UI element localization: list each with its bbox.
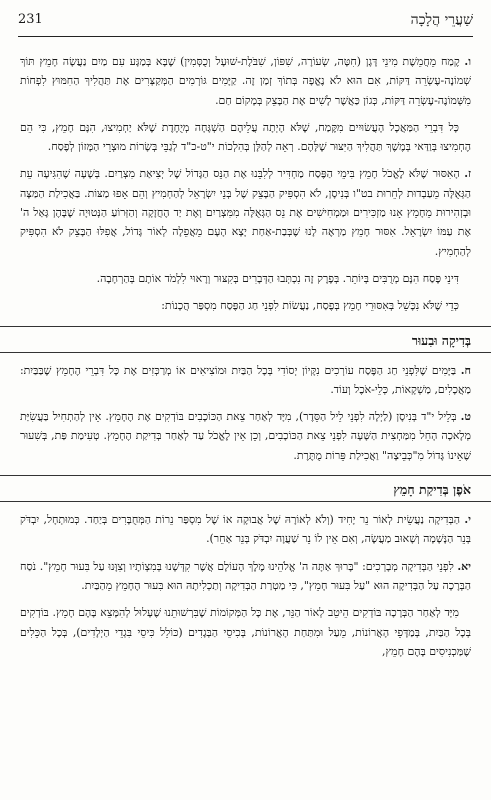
section-title: בְּדִיקָה וּבִעוּר	[411, 332, 471, 348]
section-header-search-method	[0, 475, 491, 502]
paragraph-11-continued	[20, 603, 471, 661]
page-number: 231	[18, 12, 43, 27]
paragraph-text: הַבְּדִיקָה נַעֲשֵׂית לְאוֹר נֵר יָחִיד (וְלֹא לְאוֹרָהּ שֶׁל אֲבוּקָה אוֹ שֶׁל מִסְפַּר נֵרוֹת הַמְּחֻבָּרִים בְּיַחַד. כְּמוּתְחָל, יִבְדֹּק בְּנֵר הַנָּשָׁמָה וְשָׁאוּב מַעֲשֶׂה, וְאִם אֵין לוֹ נֵר שַׁעֲוָה יִבְדֹּק בְּנֵר אַחֵר).	[20, 513, 471, 546]
section-title: אֹפֶן בְּדִיקַת חָמֵץ	[393, 482, 471, 498]
paragraph-text: דִּינֵי פֶּסַח הִנָּם מְרֻבִּים בְּיוֹתֵר. בְּפֶרֶק זֶה נִכְתְּבוּ הַדְּבָרִים בְּקִצּוּר וְרָאוּי לִלְמֹד אוֹתָם בְּהַרְחָבָה.	[96, 271, 459, 285]
page-content	[20, 52, 471, 669]
paragraph-8	[20, 361, 471, 400]
paragraph-7-continued	[20, 269, 471, 288]
paragraph-11	[20, 557, 471, 596]
paragraph-text: בַּיָּמִים שֶׁלִּפְנֵי חַג הַפֶּסַח עוֹרְכִים נִקָּיוֹן יְסוֹדִי בְּכָל הַבַּיִת וּמוֹצִיאִים אוֹ מְרַכְּזִים אֶת כָּל דִּבְרֵי הֶחָמֵץ שֶׁבַּבַּיִת: מַאֲכָלִים, מַשְׁקָאוֹת, כְּלֵי-אֹכֶל וְעוֹד.	[20, 363, 471, 396]
paragraph-text: לִפְנֵי הַבְּדִיקָה מְבָרְכִים: "בָּרוּךְ אַתָּה ה' אֱלֹהֵינוּ מֶלֶךְ הָעוֹלָם אֲשֶׁר קִדְּשָׁנוּ בְּמִצְוֹתָיו וְצִוָּנוּ עַל בִּעוּר חָמֵץ". נֹסַח הַבְּרָכָה עַל הַבְּדִיקָה הוּא "עַל בִּעוּר חָמֵץ", כִּי מַטְרַת הַבְּדִיקָה וְתַכְלִיתָהּ הוּא בִּעוּר הֶחָמֵץ מֵהַבַּיִת.	[20, 559, 471, 592]
section-header-search-and-removal	[0, 326, 491, 353]
paragraph-10	[20, 510, 471, 549]
paragraph-9	[20, 407, 471, 465]
paragraph-marker: ט.	[460, 410, 471, 424]
paragraph-6	[20, 52, 471, 110]
paragraph-text: בְּלֵיל י"ד בְּנִיסָן (לַיְלָה לִפְנֵי לֵיל הַסֵּדֶר), מִיָּד לְאַחַר צֵאת הַכּוֹכָבִים בּוֹדְקִים אֶת הֶחָמֵץ. אֵין לְהַתְחִיל בַּעֲשִׂיַּת מְלָאכָה הָחֵל מִמַּחְצִית הַשָּׁעָה לִפְנֵי צֵאת הַכּוֹכָבִים, וְכֵן אֵין לֶאֱכֹל עַד לְאַחַר בְּדִיקַת הֶחָמֵץ. טְעִימַת פַּת, בְּשִׁעוּר שֶׁאֵינוֹ גָּדוֹל מִ"כְּבֵיצָה" וַאֲכִילַת פֵּרוֹת מֻתֶּרֶת.	[20, 410, 471, 462]
paragraph-text: מִיָּד לְאַחַר הַבְּרָכָה בּוֹדְקִים הֵיטֵב לְאוֹר הַנֵּר, אֶת כָּל הַמְּקוֹמוֹת שֶׁבִּרְשׁוּתֵנוּ שֶׁעָלוּל לְהִמָּצֵא בָּהֶם חָמֵץ. בּוֹדְקִים בְּכָל הַבַּיִת, בְּמַדָּפֵי הָאֲרוֹנוֹת, מֵעַל וּמִתַּחַת הָאֲרוֹנוֹת, בְּכִיסֵי הַבְּגָדִים (כּוֹלֵל כִּיסֵי בִּגְדֵי הַיְלָדִים), בְּכָל הַכֵּלִים שֶׁמַּכְנִיסִים בָּהֶם חָמֵץ,	[20, 606, 471, 658]
paragraph-text: כָּל דִּבְרֵי הַמַּאֲכָל הָעֲשׂוּיִים מִקֶּמַח, שֶׁלֹּא הָיְתָה עֲלֵיהֶם הַשְׁגָּחָה מְיֻחֶדֶת שֶׁלֹּא יַחְמִיצוּ, הִנָּם חָמֵץ, כִּי הֵם הֶחְמִיצוּ בְּוַדַּאי בְּמֶשֶׁךְ תַּהֲלִיךְ הַיִּצּוּר שֶׁלָּהֶם. רְאֵה לְהַלָּן בְּהִלְכוֹת י"ט-כ"ד לְגַבֵּי בְּשָׂרוֹת מוּצְרֵי הַמָּזוֹן לְפֶסַח.	[20, 120, 471, 154]
running-title: שַׁעֲרֵי הֲלָכָה	[410, 12, 473, 28]
page-header	[18, 12, 473, 37]
paragraph-preparations	[20, 296, 471, 315]
paragraph-6-continued	[20, 118, 471, 157]
paragraph-text: הָאִסּוּר שֶׁלֹּא לֶאֱכֹל חָמֵץ בִּימֵי הַפֶּסַח מַחְדִּיר לְלִבֵּנוּ אֶת הַנֵּס הַגָּדוֹל שֶׁל יְצִיאַת מִצְרַיִם. בְּשָׁעָה שֶׁהִגִּיעָה עֵת הַגְּאֻלָּה מֵעַבְדוּת לְחֵרוּת בט"ו בְּנִיסָן, לֹא הִסְפִּיק הַבָּצֵק שֶׁל בְּנֵי יִשְׂרָאֵל לְהַחְמִיץ וְהֵם אָפוּ מַצּוֹת. בַּאֲכִילַת הַמַּצָּה וּבְזְהִירוּת מֵחָמֵץ אָנוּ מַזְכִּירִים וּמַמְחִישִׁים אֶת נֵס הַגְּאֻלָּה מִמִּצְרַיִם וְאֶת יַד הֶחֲזָקָה וְהַזְּרוֹעַ הַנְּטוּיָה שֶׁבָּהֶן גָּאַל ה' אֶת עַמּוֹ יִשְׂרָאֵל. אִסּוּר חָמֵץ מַרְאֶה לָנוּ שֶׁבְּבַת-אַחַת יָצָא הָעָם מֵאֲפֵלָה לְאוֹר גָּדוֹל, אֲפִלּוּ הַבָּצֵק לֹא הִסְפִּיק לְהַחְמִיץ.	[20, 167, 471, 258]
paragraph-marker: יא.	[457, 559, 471, 573]
paragraph-marker: ו.	[464, 55, 471, 68]
paragraph-text: כְּדֵי שֶׁלֹּא נִכָּשֵׁל בְּאִסּוּרֵי חָמֵץ בְּפֶסַח, נַעֲשׂוֹת לִפְנֵי חַג הַפֶּסַח מִסְפַּר הֲכָנוֹת:	[161, 299, 459, 313]
paragraph-marker: ח.	[460, 363, 471, 377]
paragraph-text: קֶמַח מֵחֲמֵשֶׁת מִינֵי דָּגָן (חִטָּה, שְׂעוֹרָה, שִׁפּוֹן, שִׁבֹּלֶת-שׁוּעָל וְכֻסְּמִין) שֶׁבָּא בְּמַגָּע עִם מַיִם נַעֲשָׂה חָמֵץ תּוֹךְ שְׁמוֹנֶה-עֶשְׂרֵה דַּקּוֹת, אִם הוּא לֹא נֶאֱפָה בְּתוֹךְ זְמַן זֶה. קַיָּמִים גּוֹרְמִים הַמְּקַצְּרִים אֶת תַּהֲלִיךְ הַחִמּוּץ לִפְחוֹת מִשְּׁמוֹנֶה-עֶשְׂרֵה דַּקּוֹת, כְּגוֹן כַּאֲשֶׁר לָשִׁים אֶת הַבָּצֵק בְּמָקוֹם חַם.	[20, 55, 471, 107]
paragraph-marker: ז.	[464, 167, 472, 181]
paragraph-7	[20, 164, 471, 260]
paragraph-marker: י.	[464, 513, 471, 527]
